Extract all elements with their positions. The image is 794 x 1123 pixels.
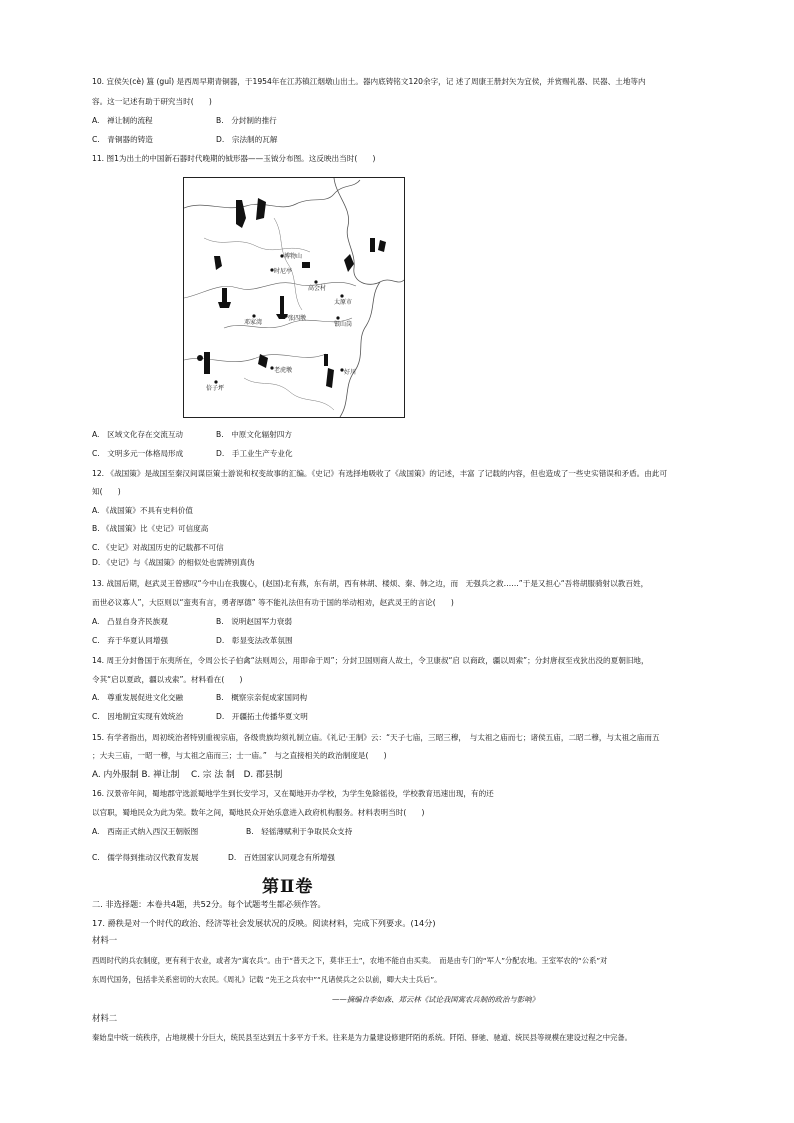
q14-option-d: D. 开疆拓土传播华夏文明: [216, 712, 308, 721]
map-site-label: 好川: [344, 369, 357, 376]
q11-option-d: D. 手工业生产专业化: [216, 449, 293, 458]
map-site-label: 太原市: [334, 299, 353, 306]
q11-option-c: C. 文明多元一体格局形成: [92, 449, 184, 458]
q14-option-a: A. 尊重发展促进文化交融: [92, 693, 184, 702]
q16-option-c: C. 儒学得到推动汉代教育发展: [92, 853, 199, 862]
part-two-instruction: 二. 非选择题：本卷共4题，共52分。每个试题考生都必须作答。: [92, 899, 326, 909]
q15-stem-line1: 15. 有学者指出，周初统治者特别重视宗庙，各级贵族均须礼制立庙。《礼记·王制》云：“天子七庙，三昭三穆， 与太祖之庙而七；诸侯五庙，二昭二穆，与太祖之庙而五: [92, 733, 660, 742]
q12-stem-line1: 12. 《战国策》是战国至秦汉间谋臣策士游说和权变故事的汇编。《史记》有选择地吸收了《战国策》的记述，丰富 了记载的内容，但也造成了一些史实错误和矛盾。由此可: [92, 469, 668, 478]
jade-yue-distribution-map: [183, 177, 405, 418]
q13-option-d: D. 彰显变法改革氛围: [216, 636, 293, 645]
material-one-line2: 东周代国务，包括非关系密切的大农民。《周礼》记载 “先王之兵农中”“凡诸侯兵之公以前，卿大夫士兵后”。: [92, 975, 442, 984]
q15-options: A. 内外服制 B. 禅让制 C. 宗 法 制 D. 郡县制: [92, 770, 283, 780]
q14-option-c: C. 因地制宜实现有效统治: [92, 712, 184, 721]
map-site-label: 时尼亭: [274, 268, 293, 275]
q10-stem-line2: 容。这一记述有助于研究当时( ): [92, 97, 212, 106]
q10-stem-line1: 10. 宜侯矢(cè) 簋 (guǐ) 是西周早期青铜器，于1954年在江苏镇江烟墩山出土。器内底铸铭文120余字，记 述了周康王册封矢为宜侯，并赏赐礼器、民器、土地等内: [92, 77, 646, 86]
q12-stem-line2: 知( ): [92, 487, 121, 496]
q16-stem-line1: 16. 汉景帝年间，蜀地郡守选派蜀地学生到长安学习，又在蜀地开办学校，为学生免除徭役，学校教育迅速出现，有的还: [92, 789, 494, 798]
map-site-label: 银山岗: [334, 321, 353, 328]
q12-option-d: D. 《史记》与《战国策》的相似处也需辨别真伪: [92, 558, 255, 567]
q10-option-b: B. 分封制的推行: [216, 116, 277, 125]
map-site-label: 邓家湾: [244, 319, 263, 326]
q12-option-b: B. 《战国策》比《史记》可信度高: [92, 524, 209, 533]
material-one-line1: 西周时代的兵农制度，更有利于农业，或者为“寓农兵”。由于“普天之下，莫非王土”，农地不能自由买卖。 而是由专门的“军人”分配农地。王室军农的“公系”对: [92, 956, 608, 965]
part-two-title: 第Ⅱ卷: [262, 877, 314, 897]
map-site-label: 老虎墩: [274, 367, 293, 374]
q11-stem: 11. 图1为出土的中国新石器时代晚期的钺形器——玉钺分布图。这反映出当时( ): [92, 154, 376, 163]
map-site-label: 倍子坪: [206, 385, 225, 392]
q10-option-a: A. 禅让制的流程: [92, 116, 153, 125]
q14-stem-line2: 令其“启以夏政，疆以戎索”。材料看在( ): [92, 675, 243, 684]
q14-stem-line1: 14. 周王分封鲁国于东夷所在，令周公长子伯禽“法则周公，用即命于周”；分封卫国则商人故土，令卫康叔“启 以商政，疆以周索”；分封唐叔至戎狄出没的夏朝旧地，: [92, 656, 649, 665]
q17-stem: 17. 爵秩是对一个时代的政治、经济等社会发展状况的反映。阅读材料，完成下列要求。(14分): [92, 918, 436, 928]
q10-option-c: C. 青铜器的铸造: [92, 135, 153, 144]
map-site-label: 博物山: [284, 253, 303, 260]
q16-option-d: D. 百姓国家认同观念有所增强: [228, 853, 335, 862]
q16-stem-line2: 以官职，蜀地民众为此为荣。数年之间，蜀地民众开始乐意进入政府机构服务。材料表明当时( ): [92, 808, 425, 817]
q16-option-b: B. 轻徭薄赋利于争取民众支持: [246, 827, 353, 836]
material-one-label: 材料一: [92, 935, 118, 945]
q14-option-b: B. 概察宗亲促成家国同构: [216, 693, 308, 702]
q15-stem-line2: ；大夫三庙，一昭一穆，与太祖之庙而三；士一庙。” 与之直接相关的政治制度是( ): [92, 751, 387, 760]
q13-option-a: A. 凸显自身齐民族观: [92, 617, 168, 626]
map-site-label: 张四墩: [288, 315, 307, 322]
q13-option-c: C. 弃于华夏认同增强: [92, 636, 169, 645]
q10-option-d: D. 宗法制的瓦解: [216, 135, 278, 144]
material-one-source: ——摘编自李如森、郑云林《试论我国寓农兵制的政治与影响》: [332, 995, 539, 1004]
q16-option-a: A. 西南正式纳入西汉王朝版图: [92, 827, 199, 836]
q13-stem-line2: 而世必议寡人”，大臣则以“蛮夷有言，勇者厚德” 等不能礼法但有功于国的举动相劝，赵武灵王的言论( ): [92, 598, 454, 607]
q12-option-c: C. 《史记》对战国历史的记载都不可信: [92, 543, 224, 552]
map-drawing: [184, 178, 404, 417]
q11-option-b: B. 中原文化辐射四方: [216, 430, 292, 439]
q13-stem-line1: 13. 战国后期，赵武灵王曾感叹“今中山在我腹心，(赵国)北有燕，东有胡，西有林胡、楼烦、秦、韩之边，而 无强兵之救……”于是又担心“吾将胡服骑射以教百姓，: [92, 579, 649, 588]
map-site-label: 高会村: [308, 285, 327, 292]
q13-option-b: B. 说明赵国军力衰弱: [216, 617, 292, 626]
material-two-line1: 秦始皇中统一统秩序，占地规模十分巨大，统民县至达到五十多平方千米。往来是为力量建设修建阡陌的系统。阡陌、驿驰、驰道、统民县等规模在建设过程之中完备。: [92, 1033, 632, 1042]
q12-option-a: A. 《战国策》不具有史料价值: [92, 506, 194, 515]
q11-option-a: A. 区域文化存在交流互动: [92, 430, 184, 439]
material-two-label: 材料二: [92, 1013, 118, 1023]
